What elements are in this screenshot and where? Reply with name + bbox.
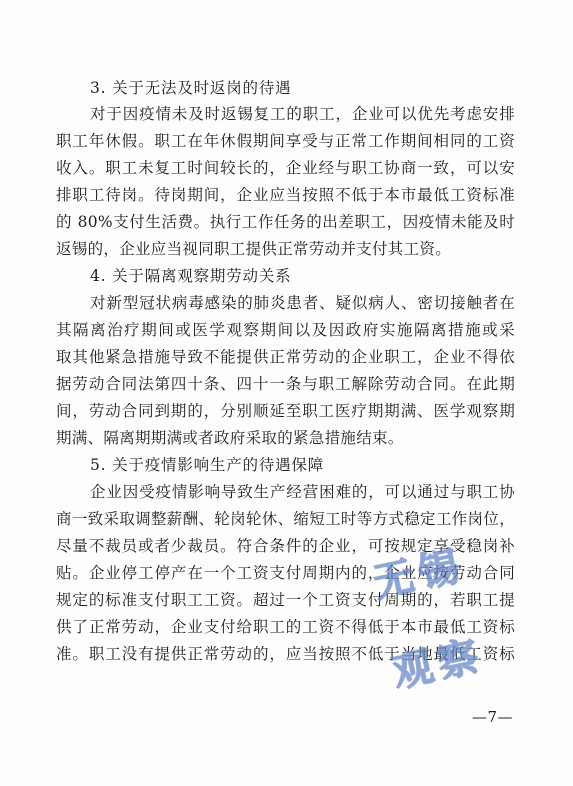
- paragraph-line: 的 80%支付生活费。执行工作任务的出差职工，因疫情未能及时: [56, 213, 515, 231]
- paragraph-line: 对新型冠状病毒感染的肺炎患者、疑似病人、密切接触者在: [90, 294, 515, 312]
- paragraph-line: 准。职工没有提供正常劳动的，应当按照不低于当地最低工资标: [56, 645, 515, 663]
- paragraph-line: 规定的标准支付职工工资。超过一个工资支付周期的，若职工提: [56, 591, 515, 609]
- page-number: —7—: [472, 708, 514, 726]
- paragraph-line: 据劳动合同法第四十条、四十一条与职工解除劳动合同。在此期: [56, 375, 515, 393]
- section-heading: 4. 关于隔离观察期劳动关系: [90, 267, 292, 285]
- section-heading: 3. 关于无法及时返岗的待遇: [90, 79, 292, 97]
- paragraph-line: 间，劳动合同到期的，分别顺延至职工医疗期期满、医学观察期: [56, 402, 515, 420]
- paragraph-line: 尽量不裁员或者少裁员。符合条件的企业，可按规定享受稳岗补: [56, 537, 515, 555]
- paragraph-line: 收入。职工未复工时间较长的，企业经与职工协商一致，可以安: [56, 159, 515, 177]
- watermark-text-top: 无锡: [369, 542, 470, 607]
- paragraph-line: 排职工待岗。待岗期间，企业应当按照不低于本市最低工资标准: [56, 186, 515, 204]
- section-heading: 5. 关于疫情影响生产的待遇保障: [90, 456, 325, 474]
- paragraph-line: 返锡的，企业应当视同职工提供正常劳动并支付其工资。: [56, 240, 452, 258]
- paragraph-line: 企业因受疫情影响导致生产经营困难的，可以通过与职工协: [90, 483, 515, 501]
- paragraph-line: 供了正常劳动，企业支付给职工的工资不得低于本市最低工资标: [56, 618, 515, 636]
- paragraph-line: 其隔离治疗期间或医学观察期间以及因政府实施隔离措施或采: [56, 321, 515, 339]
- watermark-logo: [369, 526, 567, 755]
- paragraph-line: 职工年休假。职工在年休假期间享受与正常工作期间相同的工资: [56, 132, 515, 150]
- paragraph-line: 贴。企业停工停产在一个工资支付周期内的，企业应按劳动合同: [56, 564, 515, 582]
- paragraph-line: 对于因疫情未及时返锡复工的职工，企业可以优先考虑安排: [90, 105, 515, 123]
- watermark-text-bottom: 观察: [388, 632, 489, 697]
- paragraph-line: 取其他紧急措施导致不能提供正常劳动的企业职工，企业不得依: [56, 348, 515, 366]
- paragraph-line: 商一致采取调整薪酬、轮岗轮休、缩短工时等方式稳定工作岗位，: [56, 510, 515, 528]
- paragraph-line: 期满、隔离期期满或者政府采取的紧急措施结束。: [56, 429, 404, 447]
